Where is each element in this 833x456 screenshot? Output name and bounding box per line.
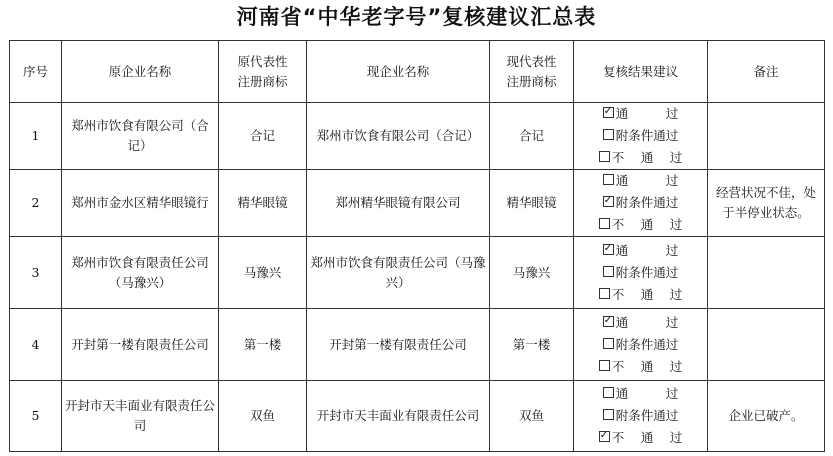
cell-orig-mark: 第一楼 bbox=[219, 309, 307, 381]
option-conditional bbox=[576, 125, 705, 147]
cell-orig-mark: 双鱼 bbox=[219, 381, 307, 452]
option-fail bbox=[576, 427, 705, 449]
cell-cur-mark: 合记 bbox=[490, 103, 574, 170]
option-conditional-label: 附条件通过 bbox=[615, 408, 679, 423]
cell-index: 1 bbox=[10, 103, 62, 170]
option-conditional bbox=[576, 405, 705, 427]
cell-cur-mark: 精华眼镜 bbox=[490, 170, 574, 237]
cell-orig-name: 开封市天丰面业有限责任公司 bbox=[62, 381, 219, 452]
option-conditional-label: 附条件通过 bbox=[615, 128, 679, 143]
table-row bbox=[10, 103, 825, 170]
header-orig-mark-line2: 注册商标 bbox=[237, 73, 288, 89]
checkbox-pass[interactable] bbox=[603, 174, 614, 185]
header-cur-name: 现企业名称 bbox=[307, 41, 490, 103]
cell-orig-name: 郑州市饮食有限公司（合记） bbox=[62, 103, 219, 170]
checkbox-pass[interactable] bbox=[603, 387, 614, 398]
cell-result-options bbox=[574, 237, 708, 309]
cell-orig-name: 郑州市饮食有限责任公司（马豫兴） bbox=[62, 237, 219, 309]
option-conditional-label: 附条件通过 bbox=[615, 336, 679, 352]
checkbox-pass[interactable] bbox=[603, 316, 614, 327]
cell-cur-name: 郑州市饮食有限责任公司（马豫兴） bbox=[307, 237, 490, 309]
review-table bbox=[9, 40, 825, 452]
checkbox-fail[interactable] bbox=[599, 431, 610, 442]
option-fail bbox=[576, 147, 705, 169]
header-cur-mark-line1: 现代表性 bbox=[506, 53, 557, 69]
option-pass-label: 通 过 bbox=[615, 314, 679, 330]
cell-cur-name: 开封市天丰面业有限责任公司 bbox=[307, 381, 490, 452]
cell-orig-name: 开封第一楼有限责任公司 bbox=[62, 309, 219, 381]
header-cur-mark bbox=[490, 41, 574, 103]
option-fail bbox=[576, 356, 705, 378]
option-fail-label: 不 通 过 bbox=[611, 286, 683, 302]
checkbox-fail[interactable] bbox=[599, 218, 610, 229]
cell-orig-mark: 马豫兴 bbox=[219, 237, 307, 309]
header-index: 序号 bbox=[10, 41, 62, 103]
cell-remark: 经营状况不佳，处于半停业状态。 bbox=[708, 170, 825, 237]
checkbox-conditional[interactable] bbox=[603, 129, 614, 140]
option-pass-label: 通 过 bbox=[615, 386, 679, 401]
cell-remark: 企业已破产。 bbox=[708, 381, 825, 452]
cell-cur-mark: 马豫兴 bbox=[490, 237, 574, 309]
cell-result-options bbox=[574, 309, 708, 381]
option-conditional bbox=[576, 262, 705, 284]
cell-cur-mark: 第一楼 bbox=[490, 309, 574, 381]
cell-orig-name: 郑州市金水区精华眼镜行 bbox=[62, 170, 219, 237]
option-conditional bbox=[576, 334, 705, 356]
cell-cur-mark: 双鱼 bbox=[490, 381, 574, 452]
checkbox-pass[interactable] bbox=[603, 244, 614, 255]
option-fail-label: 不 通 过 bbox=[611, 358, 683, 374]
table-row bbox=[10, 381, 825, 452]
option-conditional bbox=[576, 192, 705, 214]
cell-result-options bbox=[574, 103, 708, 170]
cell-index: 3 bbox=[10, 237, 62, 309]
document-title: 河南省“中华老字号”复核建议汇总表 bbox=[236, 5, 597, 29]
option-pass bbox=[576, 383, 705, 405]
cell-cur-name: 开封第一楼有限责任公司 bbox=[307, 309, 490, 381]
cell-index: 2 bbox=[10, 170, 62, 237]
cell-remark bbox=[708, 309, 825, 381]
checkbox-pass[interactable] bbox=[603, 107, 614, 118]
table-row bbox=[10, 170, 825, 237]
checkbox-conditional[interactable] bbox=[603, 409, 614, 420]
header-orig-mark bbox=[219, 41, 307, 103]
cell-result-options bbox=[574, 170, 708, 237]
table-row bbox=[10, 309, 825, 381]
option-pass bbox=[576, 103, 705, 125]
cell-cur-name: 郑州市饮食有限公司（合记） bbox=[307, 103, 490, 170]
cell-result-options bbox=[574, 381, 708, 452]
cell-index: 4 bbox=[10, 309, 62, 381]
header-orig-name: 原企业名称 bbox=[62, 41, 219, 103]
checkbox-conditional[interactable] bbox=[603, 338, 614, 349]
cell-cur-name: 郑州精华眼镜有限公司 bbox=[307, 170, 490, 237]
option-pass bbox=[576, 170, 705, 192]
cell-remark bbox=[708, 103, 825, 170]
cell-orig-mark: 精华眼镜 bbox=[219, 170, 307, 237]
option-pass bbox=[576, 312, 705, 334]
table-row bbox=[10, 237, 825, 309]
header-orig-mark-line1: 原代表性 bbox=[237, 53, 288, 69]
option-pass-label: 通 过 bbox=[615, 242, 679, 258]
option-conditional-label: 附条件通过 bbox=[615, 195, 679, 210]
option-fail-label: 不 通 过 bbox=[611, 150, 683, 165]
cell-index: 5 bbox=[10, 381, 62, 452]
option-pass-label: 通 过 bbox=[615, 173, 679, 188]
cell-remark bbox=[708, 237, 825, 309]
option-pass bbox=[576, 240, 705, 262]
header-remark: 备注 bbox=[708, 41, 825, 103]
option-fail bbox=[576, 214, 705, 236]
header-result: 复核结果建议 bbox=[574, 41, 708, 103]
checkbox-conditional[interactable] bbox=[603, 266, 614, 277]
header-cur-mark-line2: 注册商标 bbox=[506, 73, 557, 89]
option-fail bbox=[576, 284, 705, 306]
header-row bbox=[10, 41, 825, 103]
option-fail-label: 不 通 过 bbox=[611, 430, 683, 445]
option-fail-label: 不 通 过 bbox=[611, 217, 683, 232]
option-pass-label: 通 过 bbox=[615, 106, 679, 121]
cell-orig-mark: 合记 bbox=[219, 103, 307, 170]
checkbox-fail[interactable] bbox=[599, 151, 610, 162]
option-conditional-label: 附条件通过 bbox=[615, 264, 679, 280]
checkbox-fail[interactable] bbox=[599, 360, 610, 371]
checkbox-conditional[interactable] bbox=[603, 196, 614, 207]
checkbox-fail[interactable] bbox=[599, 288, 610, 299]
